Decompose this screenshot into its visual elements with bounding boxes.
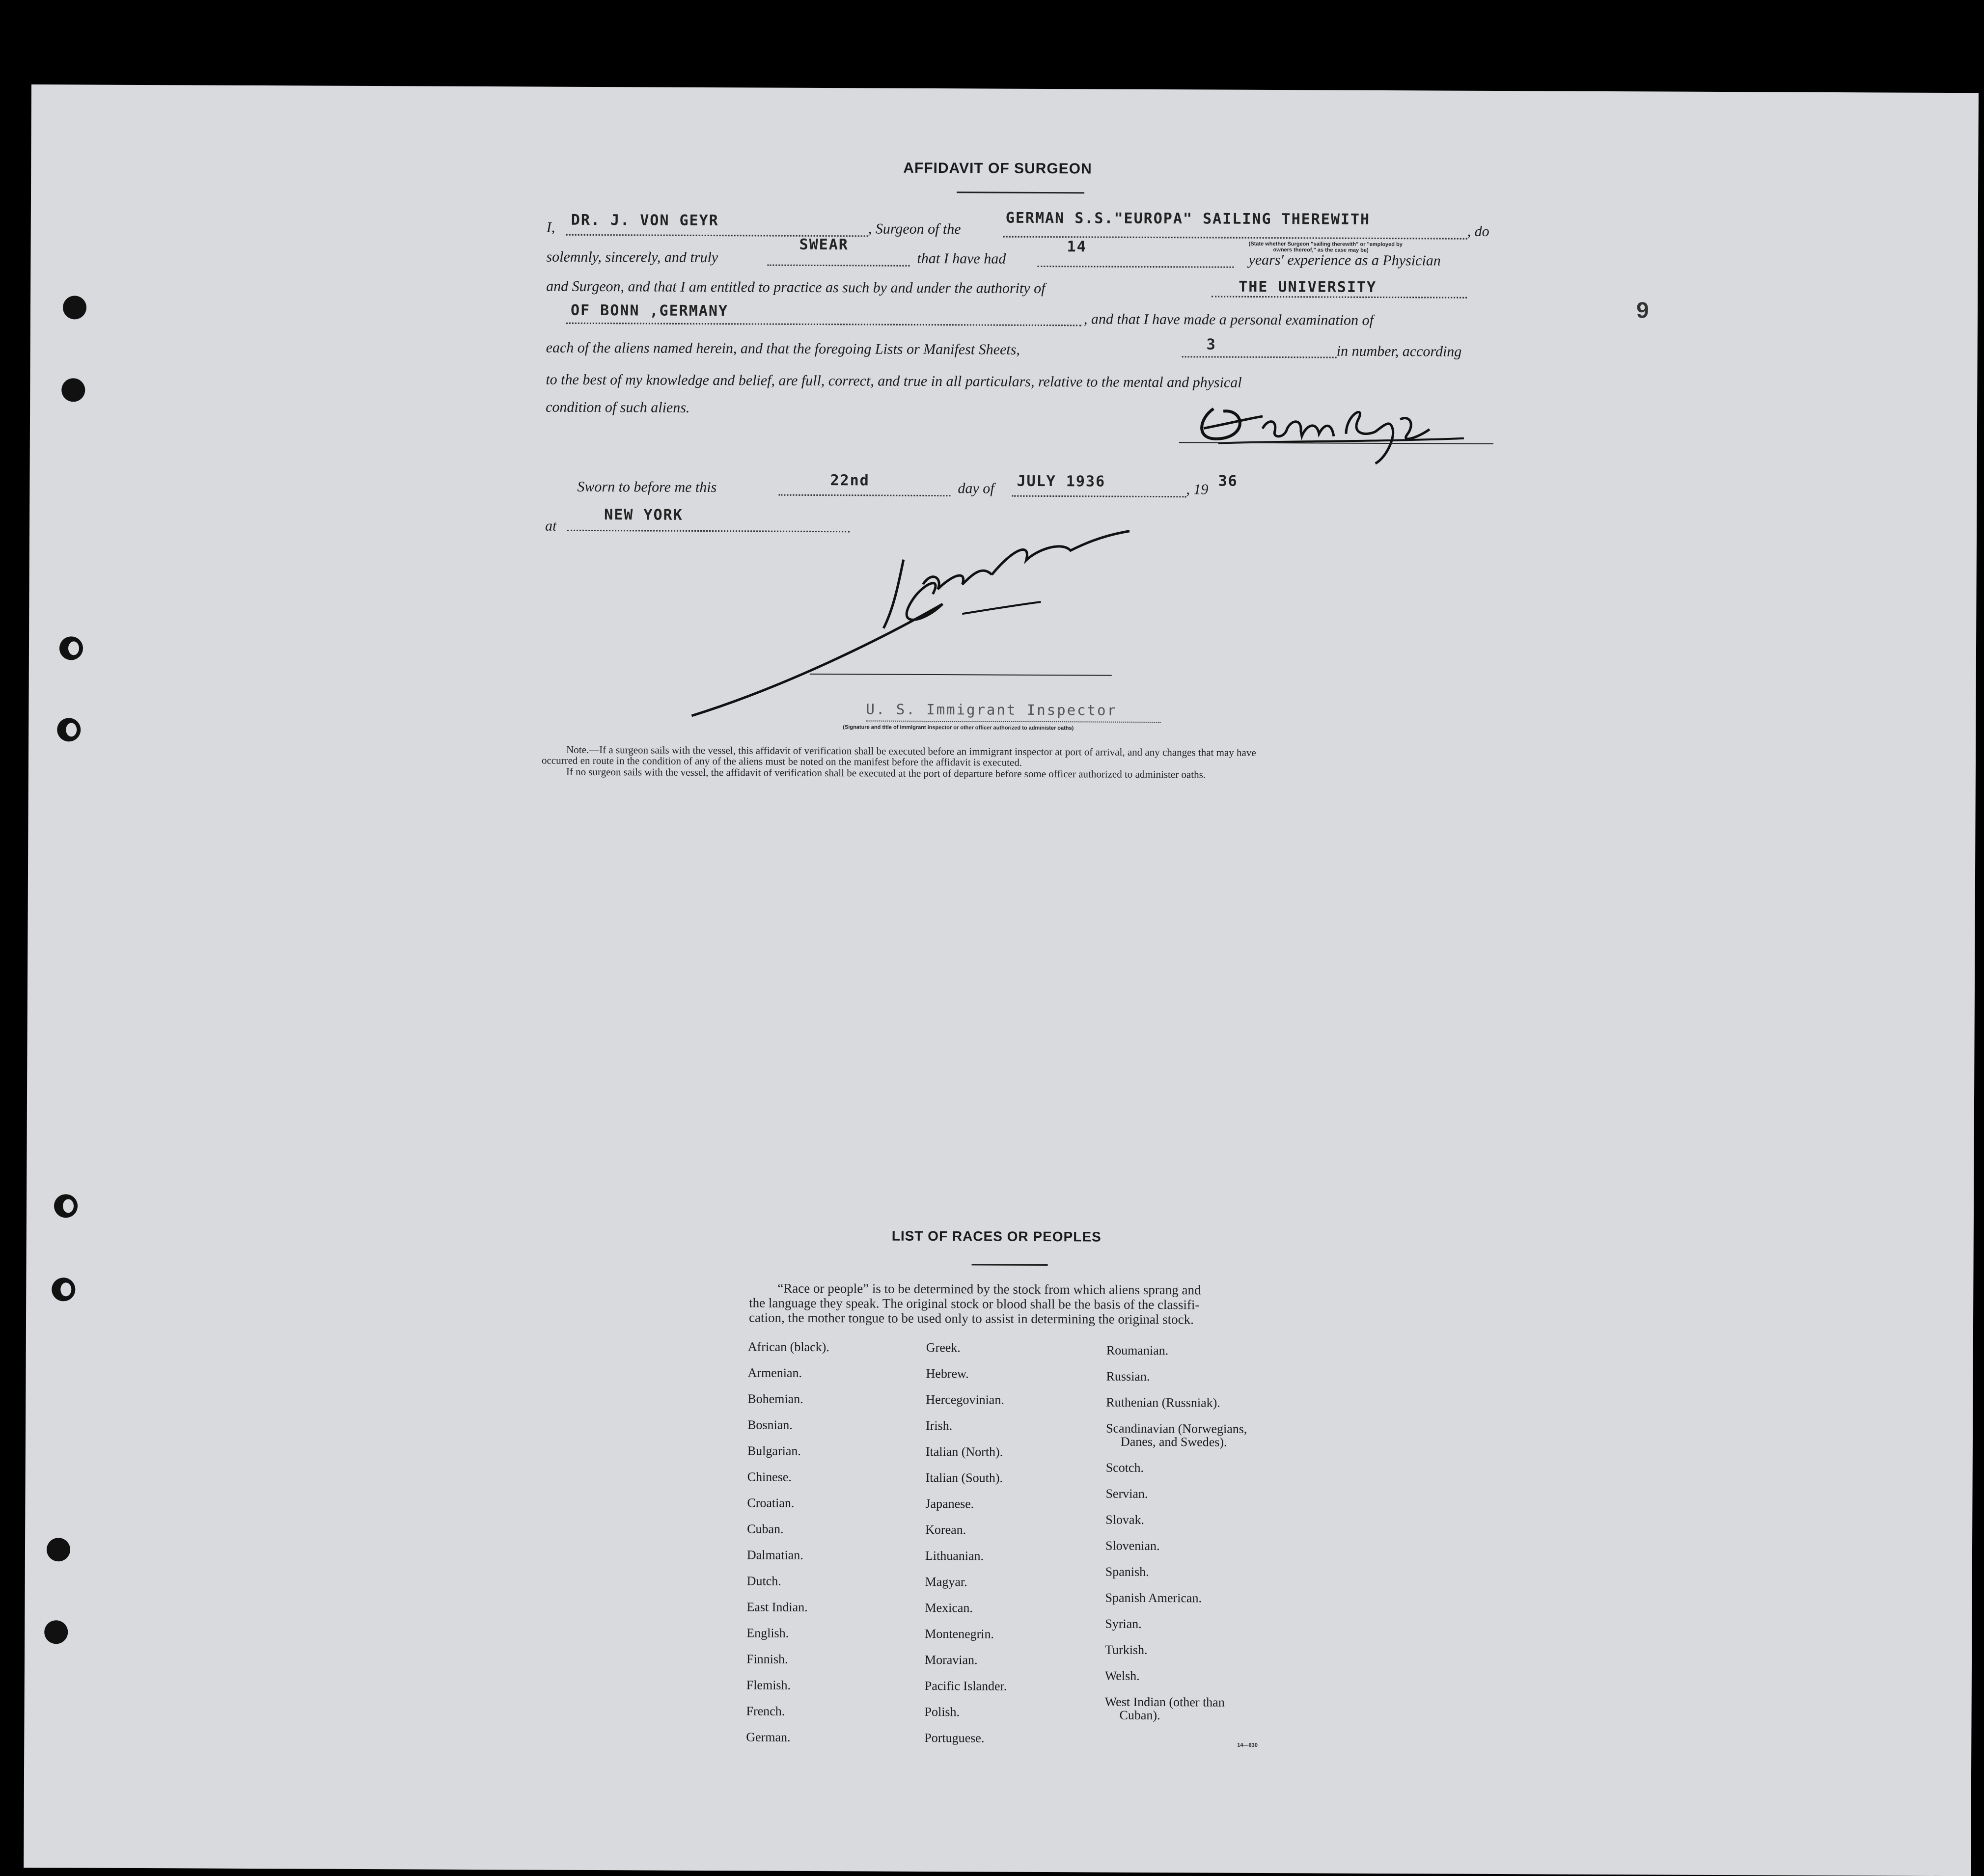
text-sworn: Sworn to before me this <box>577 478 717 496</box>
race-item: Flemish. <box>746 1678 791 1692</box>
race-item: Montenegrin. <box>925 1626 994 1641</box>
oath: SWEAR <box>799 236 849 254</box>
text-and-surgeon: and Surgeon, and that I am entitled to practice as such by and under the authority of <box>546 278 1046 297</box>
race-item: Servian. <box>1105 1486 1148 1501</box>
race-item: Magyar. <box>925 1574 967 1589</box>
blank-sheets <box>1182 356 1337 358</box>
sworn-year: 36 <box>1218 472 1238 490</box>
race-item: German. <box>746 1730 791 1744</box>
race-item: Syrian. <box>1105 1616 1142 1631</box>
authority-line-1: THE UNIVERSITY <box>1239 278 1377 296</box>
race-item: Japanese. <box>925 1496 974 1511</box>
race-item: East Indian. <box>746 1600 808 1614</box>
sailing-note-2: owners thereof," as the case may be) <box>1273 247 1369 253</box>
punch-hole <box>61 378 85 402</box>
race-item: Welsh. <box>1104 1668 1140 1683</box>
text-in-number: in number, according <box>1336 343 1462 360</box>
race-item: Bohemian. <box>747 1391 803 1406</box>
race-item: Spanish. <box>1105 1564 1149 1579</box>
races-intro-1: “Race or people” is to be determined by the stock from which aliens sprang and <box>777 1280 1201 1298</box>
text-years-experience: years' experience as a Physician <box>1248 251 1441 269</box>
punch-hole <box>63 296 86 319</box>
text-at: at <box>545 517 557 534</box>
race-item: Scotch. <box>1105 1460 1144 1475</box>
text-i: I, <box>546 219 555 236</box>
race-item: Polish. <box>924 1704 960 1719</box>
race-item: Irish. <box>926 1418 953 1433</box>
note-line-1: Note.—If a surgeon sails with the vessel, this affidavit of verification shall be executed before an immigrant inspector at port of arrival, and any changes that may have <box>566 743 1256 759</box>
sailing-note-1: (State whether Surgeon "sailing therewith" or "employed by <box>1248 241 1403 248</box>
race-item: Bosnian. <box>747 1417 793 1432</box>
race-item: Croatian. <box>747 1495 795 1510</box>
sheets-count: 3 <box>1206 336 1216 353</box>
race-item: French. <box>746 1704 785 1718</box>
race-item: Slovenian. <box>1105 1538 1160 1553</box>
race-item: Finnish. <box>746 1652 788 1666</box>
race-item: Spanish American. <box>1105 1590 1202 1605</box>
text-condition: condition of such aliens. <box>546 399 690 416</box>
race-item: Greek. <box>926 1340 961 1355</box>
race-item: Moravian. <box>924 1652 978 1667</box>
blank-authority-2 <box>566 323 1081 326</box>
inspector-title: U. S. Immigrant Inspector <box>866 701 1118 719</box>
races-title-rule <box>972 1264 1048 1266</box>
punch-hole <box>59 636 83 660</box>
authority-line-2: OF BONN ,GERMANY <box>570 301 729 320</box>
blank-years <box>1037 266 1234 268</box>
race-item: Hercegovinian. <box>926 1392 1004 1407</box>
sworn-month: JULY 1936 <box>1017 472 1106 490</box>
race-item: Russian. <box>1106 1369 1150 1384</box>
sworn-place: NEW YORK <box>604 506 683 524</box>
text-examination: , and that I have made a personal examination of <box>1083 311 1374 328</box>
blank-day <box>778 494 950 497</box>
punch-hole <box>52 1278 75 1301</box>
race-item: Hebrew. <box>926 1366 969 1381</box>
race-item: Italian (South). <box>925 1470 1003 1485</box>
race-item: Dutch. <box>746 1574 781 1588</box>
blank-month <box>1012 495 1186 498</box>
text-surgeon-of-the: , Surgeon of the <box>868 220 961 238</box>
races-title: LIST OF RACES OR PEOPLES <box>891 1228 1102 1245</box>
note-line-3: If no surgeon sails with the vessel, the affidavit of verification shall be executed at the port of departure before some officer authorized to administer oaths. <box>566 765 1206 781</box>
blank-oath <box>767 265 909 267</box>
text-each-of-the-aliens: each of the aliens named herein, and that the foregoing Lists or Manifest Sheets, <box>546 339 1020 358</box>
race-item: Bulgarian. <box>747 1443 801 1458</box>
race-item: Danes, and Swedes). <box>1120 1434 1227 1449</box>
blank-authority-1 <box>1212 296 1467 298</box>
affidavit-title: AFFIDAVIT OF SURGEON <box>903 160 1092 177</box>
vessel-name: GERMAN S.S."EUROPA" SAILING THEREWITH <box>1005 209 1371 228</box>
title-rule <box>957 191 1084 193</box>
race-item: Pacific Islander. <box>924 1678 1007 1693</box>
years: 14 <box>1067 238 1087 256</box>
note-line-2: occurred en route in the condition of any of the aliens must be noted on the manifest before the affidavit is executed. <box>541 754 1022 768</box>
races-intro-2: the language they speak. The original stock or blood shall be the basis of the classifi- <box>749 1295 1200 1312</box>
race-item: Portuguese. <box>924 1730 985 1745</box>
text-day-of: day of <box>958 480 994 497</box>
signature-caption: (Signature and title of immigrant inspector or other officer authorized to administer oaths) <box>843 724 1074 732</box>
punch-hole <box>44 1620 68 1644</box>
races-intro-3: cation, the mother tongue to be used only to assist in determining the original stock. <box>748 1310 1194 1327</box>
sworn-day: 22nd <box>830 472 870 489</box>
race-item: Mexican. <box>925 1600 973 1615</box>
punch-hole <box>57 718 81 741</box>
race-item: Chinese. <box>747 1469 792 1484</box>
race-item: Ruthenian (Russniak). <box>1106 1395 1220 1410</box>
text-that-i-have-had: that I have had <box>917 250 1006 267</box>
form-code: 14—630 <box>1237 1742 1258 1748</box>
race-item: Korean. <box>925 1522 966 1537</box>
race-item: Slovak. <box>1105 1512 1145 1527</box>
page-number: 9 <box>1636 297 1649 323</box>
race-item: Armenian. <box>747 1365 802 1380</box>
race-item: Italian (North). <box>925 1444 1003 1459</box>
race-item: Cuban. <box>747 1522 784 1536</box>
race-item: African (black). <box>747 1339 829 1355</box>
punch-hole <box>47 1538 70 1561</box>
race-item: English. <box>746 1626 789 1640</box>
race-item: Roumanian. <box>1106 1343 1169 1358</box>
text-to-the-best: to the best of my knowledge and belief, are full, correct, and true in all particulars, relative to the mental and physical <box>546 371 1242 391</box>
race-item: Scandinavian (Norwegians, <box>1106 1421 1247 1436</box>
document-page <box>24 84 1979 1876</box>
text-do: , do <box>1467 223 1489 240</box>
text-year-prefix: , 19 <box>1186 481 1209 498</box>
race-item: Turkish. <box>1105 1642 1148 1657</box>
punch-hole <box>54 1194 78 1218</box>
race-item: Lithuanian. <box>925 1548 984 1563</box>
surgeon-signature <box>1169 389 1484 469</box>
race-item: West Indian (other than <box>1104 1694 1225 1710</box>
surgeon-name: DR. J. VON GEYR <box>571 211 719 230</box>
race-item: Dalmatian. <box>746 1548 803 1562</box>
race-item: Cuban). <box>1119 1708 1160 1723</box>
text-solemnly: solemnly, sincerely, and truly <box>546 248 718 266</box>
